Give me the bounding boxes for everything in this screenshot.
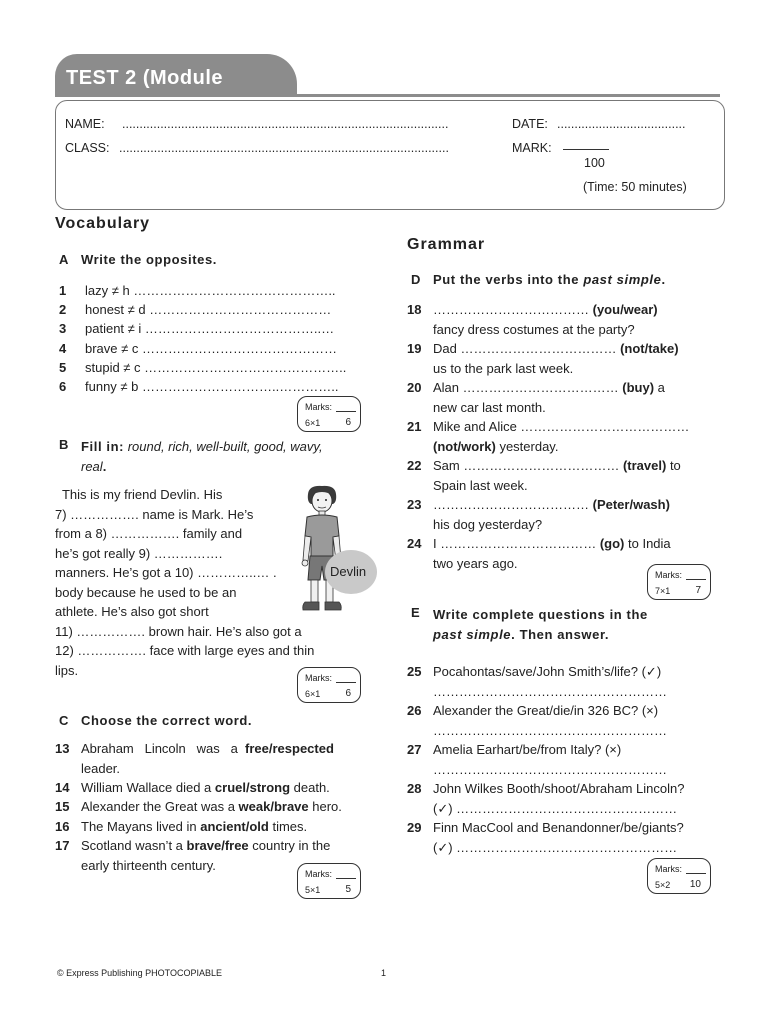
page-title: TEST 2 (Module xyxy=(66,67,223,89)
marks-box-b: Marks: 6×1 6 xyxy=(297,667,361,703)
list-item: 20 Alan ……………………………… (buy) a new car last month. xyxy=(407,380,665,415)
list-item: 27 Amelia Earhart/be/from Italy? (×) ……………………………………………… xyxy=(407,742,667,777)
date-label: DATE: xyxy=(512,117,548,131)
devlin-label: Devlin xyxy=(330,564,367,579)
list-item: 15 Alexander the Great was a weak/brave hero. xyxy=(55,799,342,814)
section-e-letter: E xyxy=(411,605,421,620)
list-item: 18 ……………………………… (you/wear) fancy dress costumes at the party? xyxy=(407,302,658,337)
section-e-instruction: Write complete questions in the past simple. Then answer. xyxy=(433,607,648,642)
grammar-heading: Grammar xyxy=(407,236,486,253)
section-d-letter: D xyxy=(411,272,421,287)
list-item: 14 William Wallace died a cruel/strong death. xyxy=(55,780,330,795)
list-item: 3 patient ≠ i …………………………………..… xyxy=(59,321,335,336)
list-item: 28 John Wilkes Booth/shoot/Abraham Lincoln? (✓) …………………………………………… xyxy=(407,781,685,816)
marks-box-d: Marks: 7×1 7 xyxy=(647,564,711,600)
marks-box-e: Marks: 5×2 10 xyxy=(647,858,711,894)
class-label: CLASS: xyxy=(65,141,110,155)
section-c-instruction: Choose the correct word. xyxy=(81,713,253,728)
section-c-letter: C xyxy=(59,713,69,728)
header-rule xyxy=(55,94,720,97)
section-a-instruction: Write the opposites. xyxy=(81,252,217,267)
devlin-paragraph: This is my friend Devlin. His 7) ……………. name is Mark. He’s from a 8) ……………. family and he’s got really 9) ……………. manners. He’s got a 10) …………..… . body because he used to be an athlete. He’s also got short 11) ……………. brown hair. He’s also got a 12) ……………. face with large eyes and thin lips. xyxy=(55,487,315,678)
list-item: 23 ……………………………… (Peter/wash) his dog yesterday? xyxy=(407,497,670,532)
list-item: 17 Scotland wasn’t a brave/free country in the early thirteenth century. xyxy=(55,838,331,873)
vocabulary-heading: Vocabulary xyxy=(55,215,151,232)
devlin-illustration xyxy=(296,484,348,616)
mark-fraction-line[interactable] xyxy=(563,149,609,150)
list-item: 21 Mike and Alice ………………………………… (not/work) yesterday. xyxy=(407,419,690,454)
name-field[interactable]: .............................................................................................. xyxy=(122,117,449,131)
mark-total: 100 xyxy=(584,156,605,170)
section-d-instruction: Put the verbs into the past simple. xyxy=(433,272,666,287)
list-item: 29 Finn MacCool and Benandonner/be/giants? (✓) …………………………………………… xyxy=(407,820,684,855)
mark-label: MARK: xyxy=(512,141,552,155)
list-item: 13 Abraham Lincoln was a free/respected leader. xyxy=(55,741,334,776)
list-item: 24 I ……………………………… (go) to India two years ago. xyxy=(407,536,671,571)
list-item: 6 funny ≠ b …………………………..………….. xyxy=(59,379,339,394)
time-limit: (Time: 50 minutes) xyxy=(583,180,687,194)
list-item: 25 Pocahontas/save/John Smith’s/life? (✓) ……………………………………………… xyxy=(407,664,667,699)
list-item: 4 brave ≠ c ……………………………………… xyxy=(59,341,337,356)
marks-box-a: Marks: 6×1 6 xyxy=(297,396,361,432)
list-item: 1 lazy ≠ h ……………………………………….. xyxy=(59,283,336,298)
section-b-letter: B xyxy=(59,437,69,452)
list-item: 19 Dad ……………………………… (not/take) us to the park last week. xyxy=(407,341,679,376)
list-item: 16 The Mayans lived in ancient/old times. xyxy=(55,819,308,834)
list-item: 2 honest ≠ d …………………………………… xyxy=(59,302,332,317)
page-number: 1 xyxy=(381,968,387,978)
list-item: 22 Sam ……………………………… (travel) to Spain last week. xyxy=(407,458,681,493)
date-field[interactable]: ..................................... xyxy=(557,117,686,131)
name-label: NAME: xyxy=(65,117,105,131)
list-item: 5 stupid ≠ c ……………………………………….. xyxy=(59,360,347,375)
marks-box-c: Marks: 5×1 5 xyxy=(297,863,361,899)
class-field[interactable]: ............................................................................................... xyxy=(119,141,449,155)
section-a-letter: A xyxy=(59,252,69,267)
footer-copyright: © Express Publishing PHOTOCOPIABLE xyxy=(57,968,223,978)
list-item: 26 Alexander the Great/die/in 326 BC? (×) ……………………………………………… xyxy=(407,703,667,738)
section-b-instruction: Fill in: round, rich, well-built, good, wavy, real. xyxy=(81,439,323,474)
